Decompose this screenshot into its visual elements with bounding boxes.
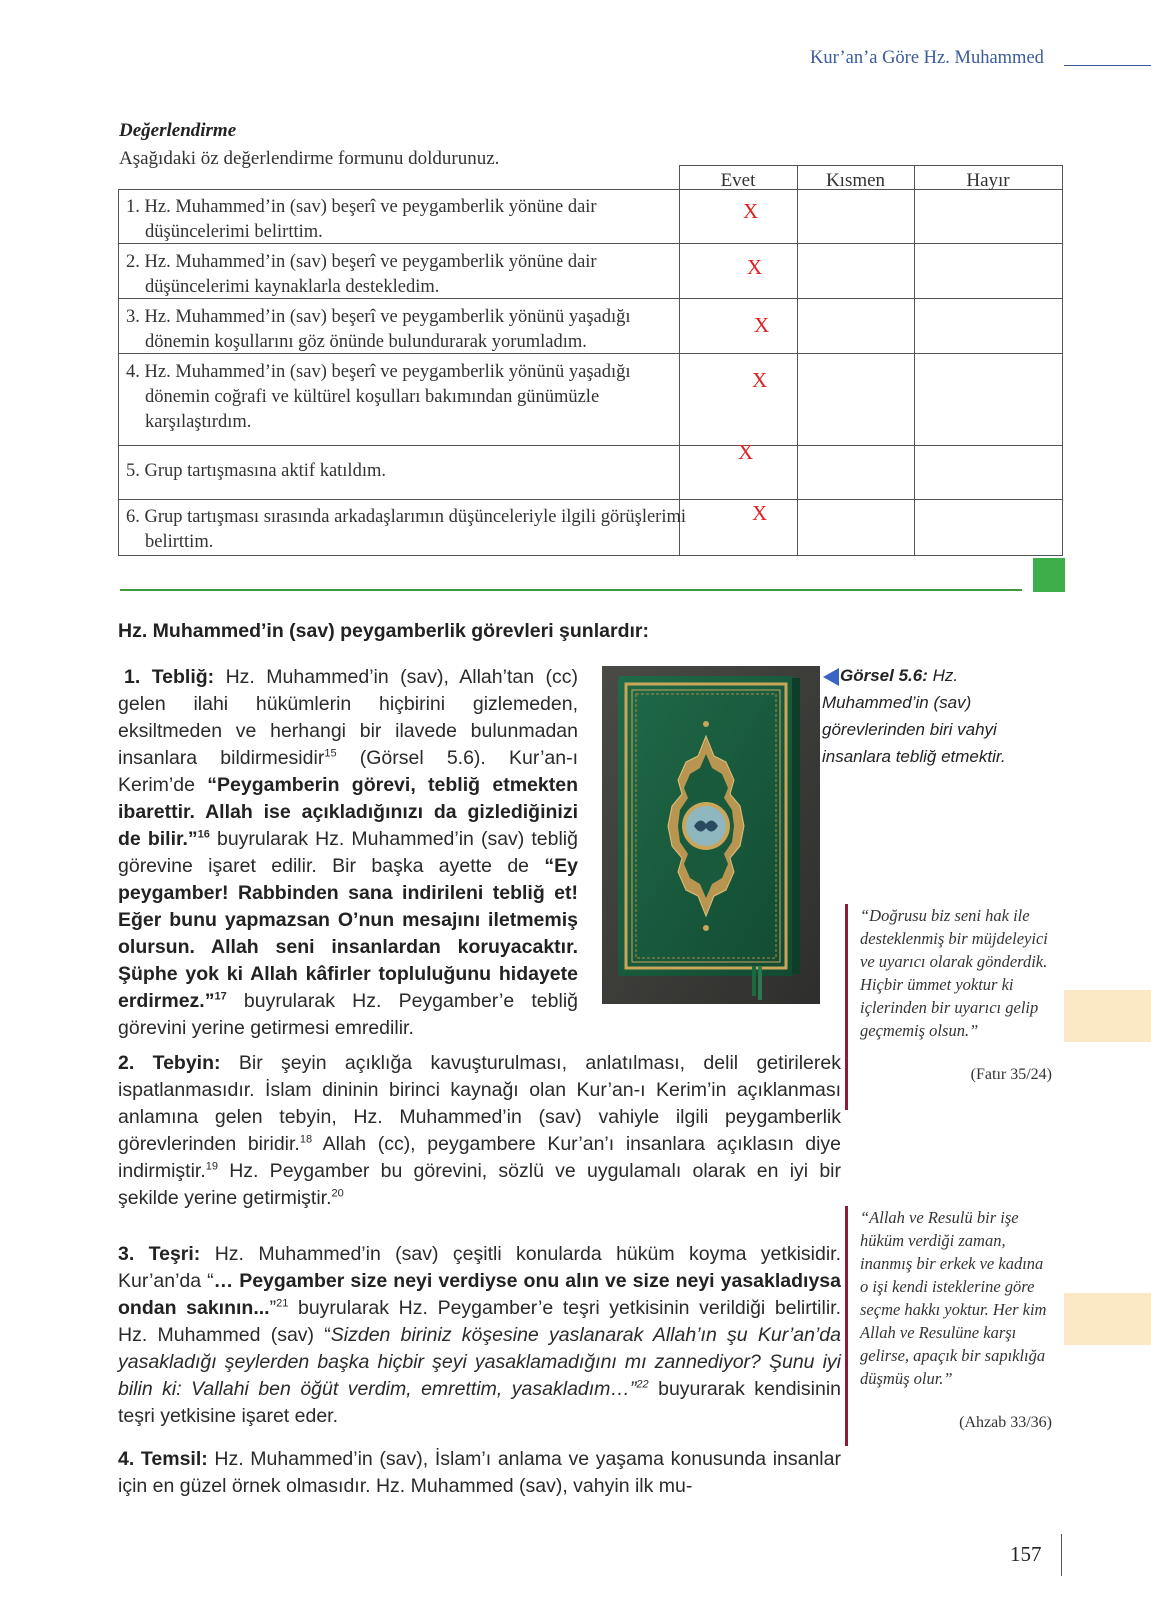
evaluation-row-1: 1. Hz. Muhammed’in (sav) beşerî ve peygamberlik yönüne dair düşüncelerimi belirttim.	[126, 197, 597, 242]
header-rule	[1064, 65, 1151, 66]
side-quote-ahzab-source: (Ahzab 33/36)	[959, 1414, 1052, 1431]
side-tab-2	[1064, 1293, 1151, 1345]
section-divider	[120, 589, 1022, 591]
teblig-quote-1: “Peygamberin görevi, tebliğ etmekten ibarettir. Allah ise açıkladığınızı da gizlediğinizi de bilir.”	[118, 774, 578, 850]
evaluation-instruction: Aşağıdaki öz değerlendirme formunu doldurunuz.	[119, 148, 500, 169]
quran-photo	[602, 666, 820, 1004]
answer-mark-1[interactable]: X	[743, 199, 759, 223]
evaluation-row-3: 3. Hz. Muhammed’in (sav) beşerî ve peygamberlik yönünü yaşadığı dönemin koşullarını göz önünde bulundurarak yorumladım.	[126, 307, 631, 352]
section-marker	[1033, 558, 1065, 592]
column-header-hayir: Hayır	[966, 170, 1010, 191]
tesri-quote-1: … Peygamber size neyi verdiyse onu alın ve size neyi yasakladıysa ondan sakının...	[118, 1270, 841, 1319]
answer-mark-3[interactable]: X	[754, 313, 770, 337]
temsil-label: 4. Temsil:	[118, 1448, 208, 1470]
side-quote-fatir-source: (Fatır 35/24)	[970, 1066, 1052, 1083]
paragraph-tebyin: 2. Tebyin: Bir şeyin açıklığa kavuşturulması, anlatılması, delil getirilerek ispatlanmasıdır. İslam dininin birinci kaynağı olan Kur’an-ı Kerim’in açıklanması anlamına gelen tebyin, Hz. Muhammed’in (sav) vahiyle ilgili peygamberlik görevlerinden biridir.$^{18}$ Allah (cc), peygambere Kur’an’ı insanlara açıklasın diye indirmiştir.$^{19}$ Hz. Peygamber bu görevini, sözlü ve uygulamalı olarak en iyi bir şekilde yerine getirmiştir.$^{20}$	[118, 1052, 841, 1209]
column-header-kismen: Kısmen	[825, 170, 886, 191]
answer-mark-4[interactable]: X	[752, 368, 768, 392]
answer-mark-6[interactable]: X	[752, 501, 768, 525]
tebyin-label: 2. Tebyin:	[118, 1052, 221, 1074]
tesri-label: 3. Teşri:	[118, 1243, 201, 1265]
side-tab-1	[1064, 990, 1151, 1042]
answer-mark-2[interactable]: X	[747, 255, 763, 279]
evaluation-row-4: 4. Hz. Muhammed’in (sav) beşerî ve peygamberlik yönünü yaşadığı dönemin coğrafi ve kültürel koşulları bakımından günümüzle karşılaştırdım.	[126, 362, 631, 432]
side-quote-ahzab: “Allah ve Resulü bir işe hüküm verdiği zaman, inanmış bir erkek ve kadına o işi kendi isteklerine göre seçme hakkı yoktur. Her kim Allah ve Resulüne karşı gelirse, apaçık bir sapıklığa düşmüş olur.”	[860, 1208, 1047, 1388]
evaluation-row-2: 2. Hz. Muhammed’in (sav) beşerî ve peygamberlik yönüne dair düşüncelerimi kaynaklarla destekledim.	[126, 252, 597, 297]
answer-mark-5[interactable]: X	[738, 440, 754, 464]
teblig-label: 1. Tebliğ:	[124, 666, 215, 688]
page-number-rule	[1061, 1534, 1062, 1576]
page-number: 157	[1010, 1542, 1042, 1566]
quote-bar-1	[845, 904, 848, 1110]
evaluation-title: Değerlendirme	[119, 120, 237, 141]
figure-caption: Görsel 5.6: Hz. Muhammed’in (sav) görevlerinden biri vahyi insanlara tebliğ etmektir.	[822, 666, 1006, 766]
side-quote-fatir: “Doğrusu biz seni hak ile desteklenmiş bir müjdeleyici ve uyarıcı olarak gönderdik. Hiçbir ümmet yoktur ki içlerinden bir uyarıcı gelip geçmemiş olsun.”	[860, 906, 1048, 1040]
tesri-quote-2: Sizden biriniz köşesine yaslanarak Allah’ın şu Kur’an’da yasakladığı şeylerden başka hiçbir şeyi yasaklamadığını mı zannediyor? Şunu iyi bilin ki: Vallahi ben öğüt verdim, emrettim, yasakladım…”	[118, 1324, 841, 1400]
paragraph-temsil: 4. Temsil: Hz. Muhammed’in (sav), İslam’ı anlama ve yaşama konusunda insanlar için en güzel örnek olmasıdır. Hz. Muhammed (sav), vahyin ilk mu-	[118, 1448, 841, 1497]
quran-illustration	[602, 666, 820, 1004]
running-header-title: Kur’an’a Göre Hz. Muhammed	[810, 48, 1044, 68]
paragraph-tesri: 3. Teşri: Hz. Muhammed’in (sav) çeşitli konularda hüküm koyma yetkisidir. Kur’an’da “… Peygamber size neyi verdiyse onu alın ve size neyi yasakladıysa ondan sakının...”$^{21}$ buyrularak Hz. Peygamber’e teşri yetkisinin verildiği belirtilir. Hz. Muhammed (sav) “Sizden biriniz köşesine yaslanarak Allah’ın şu Kur’an’da yasakladığı şeylerden başka hiçbir şeyi yasaklamadığını mı zannediyor? Şunu iyi bilin ki: Vallahi ben öğüt verdim, emrettim, yasakladım…”$^{22}$ buyurarak kendisinin teşri yetkisine işaret eder.	[118, 1243, 841, 1427]
paragraph-teblig: 1. Tebliğ: Hz. Muhammed’in (sav), Allah’tan (cc) gelen ilahi hükümlerin hiçbirini gizlemeden, eksiltmeden ve herhangi bir ilavede bulunmadan insanlara bildirmesidir$^{15}$ (Görsel 5.6). Kur’an-ı Kerim’de “Peygamberin görevi, tebliğ etmekten ibarettir. Allah ise açıkladığınızı da gizlediğinizi de bilir.”$^{16}$ buyrularak Hz. Muhammed’in (sav) tebliğ görevine işaret edilir. Bir başka ayette de “Ey peygamber! Rabbinden sana indirileni tebliğ et! Eğer bunu yapmazsan O’nun mesajını iletmemiş olursun. Allah seni insanlardan koruyacaktır. Şüphe yok ki Allah kâfirler topluluğunu hidayete erdirmez.”$^{17}$ buyrularak Hz. Peygamber’e tebliğ görevini yerine getirmesi emredilir.	[118, 666, 579, 1039]
quote-bar-2	[845, 1206, 848, 1446]
section-heading: Hz. Muhammed’in (sav) peygamberlik görevleri şunlardır:	[118, 620, 649, 642]
teblig-quote-2: “Ey peygamber! Rabbinden sana indirileni tebliğ et! Eğer bunu yapmazsan O’nun mesajını iletmemiş olursun. Allah seni insanlardan koruyacaktır. Şüphe yok ki Allah kâfirler topluluğunu hidayete erdirmez.”	[118, 855, 578, 1012]
self-evaluation-table	[118, 165, 1063, 556]
caption-label: Görsel 5.6:	[840, 666, 928, 685]
column-header-evet: Evet	[720, 170, 756, 191]
evaluation-row-6: 6. Grup tartışması sırasında arkadaşlarımın düşünceleriyle ilgili görüşlerimi belirttim.	[126, 507, 687, 552]
evaluation-row-5: 5. Grup tartışmasına aktif katıldım.	[126, 461, 386, 481]
